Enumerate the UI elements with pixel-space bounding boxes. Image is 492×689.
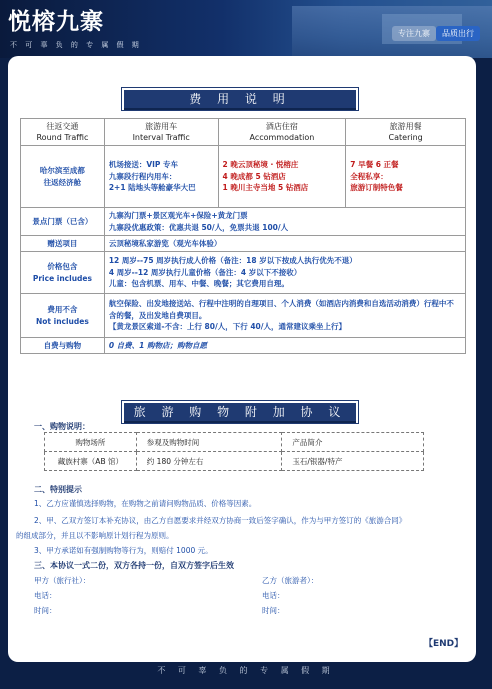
gift-value: 云顶秘境私家游览（观光车体验） — [104, 236, 465, 252]
price-value: 12 周岁--75 周岁执行成人价格（备注：18 岁以下按成人执行优先不退） 4 周岁--12 周岁执行儿童价格（备注：4 岁以下不接收） 儿童：包含机票、用车、中餐、晚餐；其它费用自理。 — [104, 252, 465, 294]
badge-quality: 品质出行 — [436, 26, 480, 41]
price-row — [21, 252, 466, 294]
special-notice-heading: 二、特别提示 — [34, 485, 82, 494]
transport-row — [21, 146, 466, 208]
hotel-detail: 2 晚云顶秘境 · 悦榕庄 4 晚成都 5 钻酒店 1 晚川主寺当地 5 钻酒店 — [218, 146, 346, 208]
exclusions-value: 航空保险、出发地接送站、行程中注明的自理项目、个人消费（如酒店内消费和自选活动消费）行程中不含的餐，及出发地自费项目。 【黄龙景区索道-不含：上行 80/人，下行 40/人，通常建议乘坐上行】 — [104, 294, 465, 338]
party-a-time: 时间： — [34, 606, 57, 615]
notice-item-3: 3、甲方承诺如有强制购物等行为，则赔付 1000 元。 — [34, 546, 213, 555]
shop-header-place: 购物场所 — [45, 433, 137, 452]
notice-item-1: 1、乙方应谨慎选择购物，在购物之前请问购物品质、价格等因素。 — [34, 499, 257, 508]
gift-label: 赠送项目 — [21, 236, 105, 252]
meal-detail: 7 早餐 6 正餐 全程私享： 旅游订制特色餐 — [346, 146, 466, 208]
cableway-note: 【黄龙景区索道-不含：上行 80/人，下行 40/人，通常建议乘坐上行】 — [108, 322, 347, 332]
shopping-table-row — [45, 452, 424, 471]
shopping-row — [21, 338, 466, 354]
exclusions-label: 费用不含 Not includes — [21, 294, 105, 338]
shopping-label: 自费与购物 — [21, 338, 105, 354]
tickets-label: 景点门票（已含） — [21, 208, 105, 236]
fee-section-title: 费 用 说 明 — [124, 90, 356, 110]
top-banner — [0, 0, 492, 58]
brand-tagline: 不 可 辜 负 的 专 属 假 期 — [10, 41, 142, 49]
notice-item-2-cont: 的组成部分，并且以不影响原计划行程为原则。 — [16, 531, 174, 540]
footer-tagline: 不 可 辜 负 的 专 属 假 期 — [157, 666, 335, 675]
header-round-traffic: 往返交通 Round Traffic — [21, 119, 105, 146]
badge-focus: 专注九寨 — [392, 26, 436, 41]
exclusions-row — [21, 294, 466, 338]
shopping-value: 0 自费、1 购物店；购物自愿 — [104, 338, 465, 354]
gift-row — [21, 236, 466, 252]
shop-header-time: 参观及购物时间 — [136, 433, 282, 452]
end-marker: 【END】 — [424, 639, 464, 649]
shop-place: 藏族村寨（AB 馆） — [45, 452, 137, 471]
header-accommodation: 酒店住宿 Accommodation — [218, 119, 346, 146]
shopping-section-heading: 一、购物说明： — [34, 422, 90, 431]
car-detail: 机场接送：VIP 专车 九寨段行程内用车： 2+1 陆地头等舱豪华大巴 — [104, 146, 218, 208]
header-catering: 旅游用餐 Catering — [346, 119, 466, 146]
party-b-time: 时间： — [262, 606, 285, 615]
agreement-section-title: 旅 游 购 物 附 加 协 议 — [124, 403, 356, 423]
party-b-phone: 电话： — [262, 591, 285, 600]
agreement-validity: 三、本协议一式二份，双方各持一份，自双方签字后生效 — [34, 561, 234, 570]
tickets-value: 九寨沟门票+景区观光车+保险+黄龙门票 九寨段优惠政策：优惠共退 50/人，免票共退 100/人 — [104, 208, 465, 236]
brand-logo: 悦榕九寨 — [8, 8, 104, 35]
fee-table — [20, 118, 466, 354]
notice-item-2: 2、甲、乙双方签订本补充协议，由乙方自愿要求并经双方协商一致后签字确认，作为与甲方签订的《旅游合同》 — [34, 516, 407, 525]
party-b-label: 乙方（旅游者）： — [262, 576, 319, 585]
tickets-row — [21, 208, 466, 236]
party-a-phone: 电话： — [34, 591, 57, 600]
header-interval-traffic: 旅游用车 Interval Traffic — [104, 119, 218, 146]
shop-header-product: 产品简介 — [282, 433, 424, 452]
fee-table-header — [21, 119, 466, 146]
party-a-label: 甲方（旅行社）： — [34, 576, 91, 585]
shopping-table — [44, 432, 424, 471]
price-label: 价格包含 Price includes — [21, 252, 105, 294]
shop-time: 约 180 分钟左右 — [136, 452, 282, 471]
transport-label: 哈尔滨至成都 往返经济舱 — [21, 146, 105, 208]
shop-product: 玉石/银器/特产 — [282, 452, 424, 471]
shopping-table-header — [45, 433, 424, 452]
